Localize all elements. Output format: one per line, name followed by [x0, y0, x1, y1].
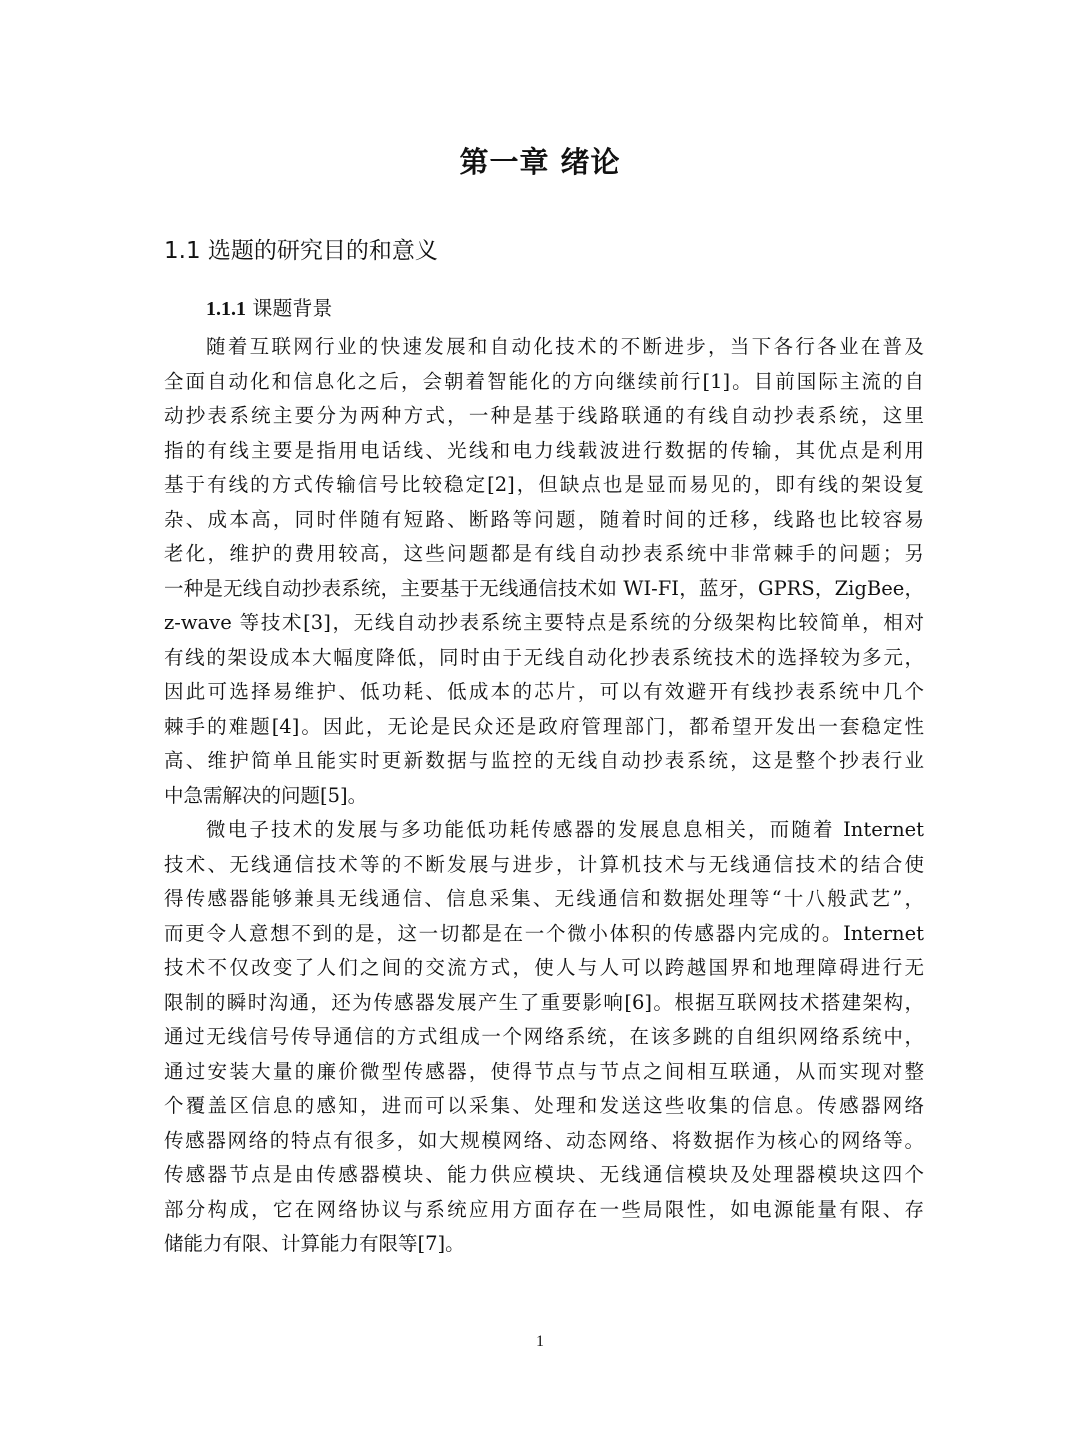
text-line: 动抄表系统主要分为两种方式，一种是基于线路联通的有线自动抄表系统，这里 [164, 404, 924, 427]
text-line: 有线的架设成本大幅度降低，同时由于无线自动化抄表系统技术的选择较为多元， [164, 645, 924, 669]
text-line: 储能力有限、计算能力有限等[7]。 [164, 1232, 465, 1255]
text-line: 技术、无线通信技术等的不断发展与进步，计算机技术与无线通信技术的结合使 [164, 852, 924, 876]
text-line: 个覆盖区信息的感知，进而可以采集、处理和发送这些收集的信息。传感器网络 [164, 1094, 924, 1117]
subsection-title [206, 292, 332, 325]
text-line: 基于有线的方式传输信号比较稳定[2]，但缺点也是显而易见的，即有线的架设复 [164, 473, 924, 496]
text-line: 杂、成本高，同时伴随有短路、断路等问题，随着时间的迁移，线路也比较容易 [164, 507, 924, 531]
text-line: 指的有线主要是指用电话线、光线和电力线载波进行数据的传输，其优点是利用 [164, 438, 924, 462]
text-line: 一种是无线自动抄表系统，主要基于无线通信技术如 WI-FI，蓝牙，GPRS，ZigBee， [164, 576, 924, 600]
text-line: 全面自动化和信息化之后，会朝着智能化的方向继续前行[1]。目前国际主流的自 [164, 369, 924, 393]
chapter-title: 第一章 绪论 [459, 145, 621, 179]
body-text [164, 330, 924, 1262]
text-line: 因此可选择易维护、低功耗、低成本的芯片，可以有效避开有线抄表系统中几个 [164, 680, 924, 703]
text-line: 中急需解决的问题[5]。 [164, 783, 368, 807]
text-line: 而更令人意想不到的是，这一切都是在一个微小体积的传感器内完成的。Internet [164, 921, 924, 945]
section-title: 1.1 选题的研究目的和意义 [164, 238, 438, 264]
subsection-label: 课题背景 [246, 296, 333, 320]
subsection-number: 1.1.1 [206, 298, 246, 320]
text-line: 技术不仅改变了人们之间的交流方式，使人与人可以跨越国界和地理障碍进行无 [164, 956, 924, 979]
text-line: 高、维护简单且能实时更新数据与监控的无线自动抄表系统，这是整个抄表行业 [164, 749, 924, 772]
text-line: 棘手的难题[4]。因此，无论是民众还是政府管理部门，都希望开发出一套稳定性 [164, 714, 924, 738]
text-line: 老化，维护的费用较高，这些问题都是有线自动抄表系统中非常棘手的问题；另 [164, 542, 924, 565]
text-line: 部分构成，它在网络协议与系统应用方面存在一些局限性，如电源能量有限、存 [164, 1197, 924, 1221]
text-line: 传感器节点是由传感器模块、能力供应模块、无线通信模块及处理器模块这四个 [164, 1163, 924, 1186]
text-line: 通过无线信号传导通信的方式组成一个网络系统，在该多跳的自组织网络系统中， [164, 1025, 924, 1048]
paragraph-1 [164, 330, 924, 813]
text-line: 随着互联网行业的快速发展和自动化技术的不断进步，当下各行各业在普及 [206, 335, 924, 358]
page-number: 1 [536, 1333, 544, 1350]
paragraph-2 [164, 813, 924, 1262]
text-line: z-wave 等技术[3]，无线自动抄表系统主要特点是系统的分级架构比较简单，相对 [164, 611, 924, 634]
text-line: 微电子技术的发展与多功能低功耗传感器的发展息息相关，而随着 Internet [206, 818, 924, 841]
text-line: 传感器网络的特点有很多，如大规模网络、动态网络、将数据作为核心的网络等。 [164, 1128, 924, 1152]
text-line: 通过安装大量的廉价微型传感器，使得节点与节点之间相互联通，从而实现对整 [164, 1059, 924, 1083]
text-line: 限制的瞬时沟通，还为传感器发展产生了重要影响[6]。根据互联网技术搭建架构， [164, 990, 924, 1014]
text-line: 得传感器能够兼具无线通信、信息采集、无线通信和数据处理等“十八般武艺”， [164, 887, 924, 910]
